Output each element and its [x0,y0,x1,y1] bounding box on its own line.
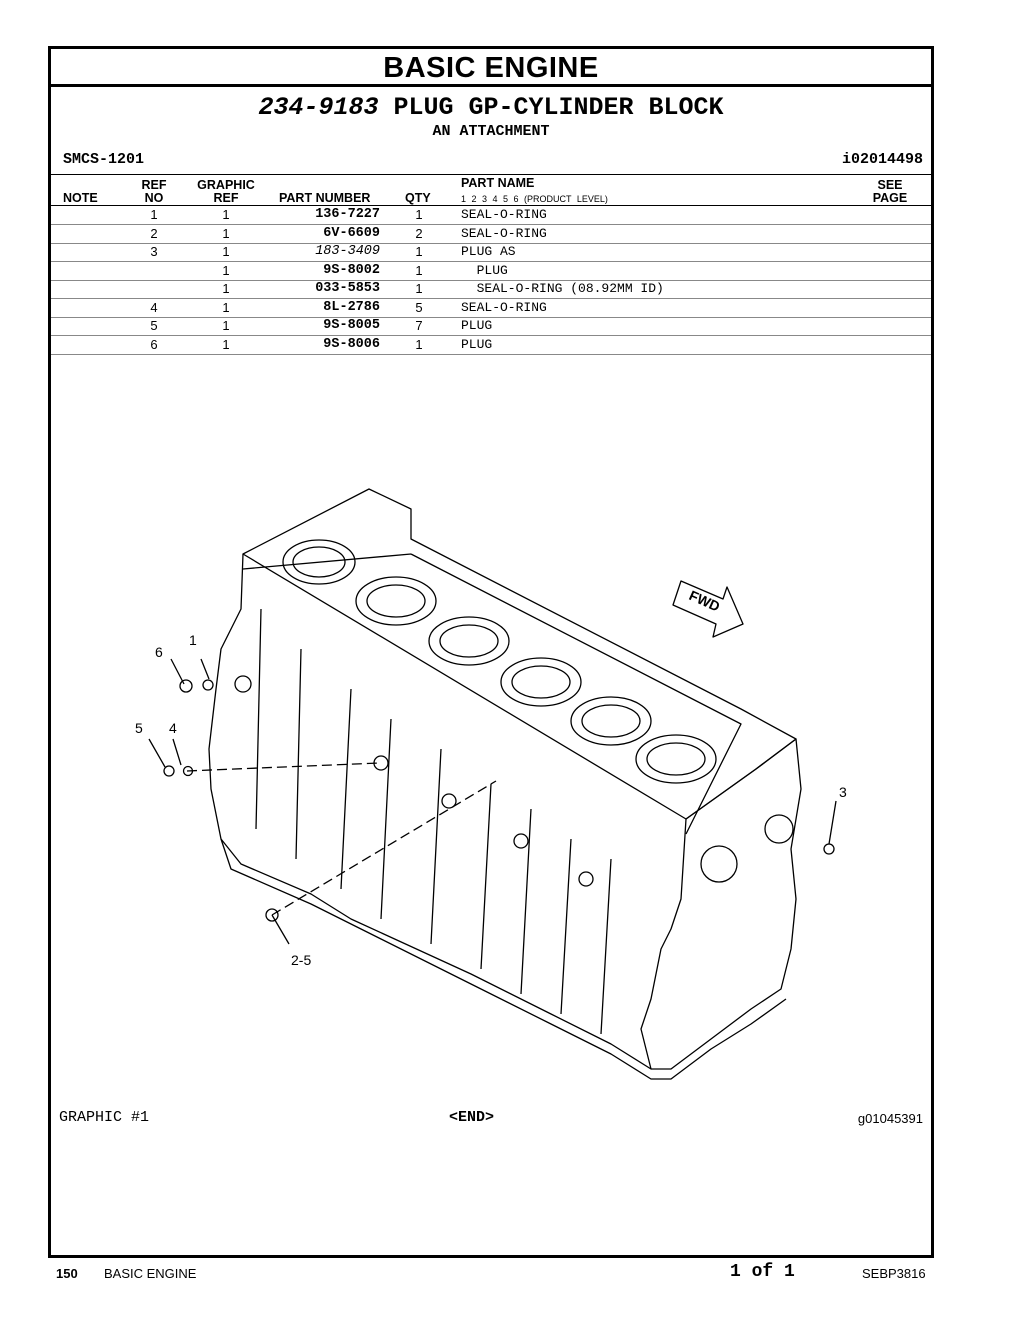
seal-part [203,680,213,690]
cylinder-bore-4 [501,658,581,706]
block-boss [235,676,251,692]
qty: 7 [415,318,423,333]
col-see-page-1: SEE [877,178,903,192]
part-name: SEAL-O-RING (08.92MM ID) [461,281,664,296]
graphic-label: GRAPHIC #1 [59,1109,150,1126]
group-subtitle: AN ATTACHMENT [432,123,550,140]
part-number: 136-7227 [315,207,380,222]
qty: 1 [415,337,423,352]
cylinder-bore-5 [571,697,651,745]
col-graphic-ref-2: REF [213,191,239,205]
callout-1: 1 [189,632,197,648]
group-name: PLUG GP-CYLINDER BLOCK [393,93,724,122]
col-ref-no-2: NO [144,191,164,205]
qty: 1 [415,244,423,259]
cylinder-bore-2 [356,577,436,625]
ref-no: 3 [150,244,158,259]
illustration-id: i02014498 [841,151,923,168]
engine-block-illustration [51,49,931,1255]
end-label: <END> [449,1109,495,1126]
callout-2-5: 2-5 [291,952,312,968]
callout-leader-low [272,915,289,944]
fwd-label: FWD [686,586,723,615]
block-end-face [651,739,801,1069]
part-name: SEAL-O-RING [461,300,547,315]
dashed-line-mid [187,763,379,771]
cylinder-bore-5-inner [582,705,640,737]
callout-leader-mid [149,739,181,767]
cylinder-bore-6-inner [647,743,705,775]
cylinder-bore-2-inner [367,585,425,617]
block-deck-edge [243,554,741,834]
part-name: PLUG [461,318,493,333]
part-name: PLUG AS [461,244,516,259]
graphic-ref: 1 [222,263,230,278]
block-ribs [256,609,611,1034]
qty: 5 [415,300,423,315]
block-front-face [209,554,686,1069]
graphic-ref: 1 [222,281,230,296]
graphic-ref: 1 [222,318,230,333]
qty: 1 [415,263,423,278]
plug-part [824,844,834,854]
qty: 1 [415,281,423,296]
page-frame [48,46,934,1258]
ref-no: 1 [150,207,158,222]
callout-5: 5 [135,720,143,736]
col-note: NOTE [63,191,98,205]
graphic-ref: 1 [222,300,230,315]
part-name: SEAL-O-RING [461,207,547,222]
part-number: 6V-6609 [323,226,380,241]
qty: 1 [415,207,423,222]
callout-leader-right [829,801,836,844]
footer-doc-number: SEBP3816 [862,1266,926,1281]
graphic-ref: 1 [222,244,230,259]
part-number: 183-3409 [315,244,380,259]
graphic-number: g01045391 [857,1111,923,1126]
col-part-number: PART NUMBER [279,191,371,205]
part-number: 033-5853 [315,281,380,296]
cylinder-bore-4-inner [512,666,570,698]
ref-no: 6 [150,337,158,352]
plug-part [180,680,192,692]
col-ref-no-1: REF [141,178,167,192]
part-number: 9S-8006 [323,337,380,352]
block-boss [514,834,528,848]
graphic-ref: 1 [222,337,230,352]
block-boss [579,872,593,886]
part-number: 9S-8005 [323,318,380,333]
footer-section: BASIC ENGINE [104,1266,197,1281]
part-name: SEAL-O-RING [461,226,547,241]
col-qty: QTY [405,191,431,205]
plug-part [164,766,174,776]
part-name: PLUG [461,337,493,352]
part-number: 9S-8002 [323,263,380,278]
footer-page-of: 1 of 1 [730,1262,795,1282]
smcs-code: SMCS-1201 [63,151,145,168]
graphic-ref: 1 [222,226,230,241]
block-end-bore [701,846,737,882]
ref-no: 4 [150,300,158,315]
col-product-level: 1 2 3 4 5 6 (PRODUCT LEVEL) [461,194,608,204]
cylinder-bore-3 [429,617,509,665]
cylinder-bore-6 [636,735,716,783]
callout-4: 4 [169,720,177,736]
section-title: BASIC ENGINE [383,52,599,84]
group-number: 234-9183 [258,93,379,122]
part-number: 8L-2786 [323,300,380,315]
cylinder-bore-3-inner [440,625,498,657]
callout-leader-top [171,659,209,684]
ref-no: 2 [150,226,158,241]
col-see-page-2: PAGE [872,191,908,205]
block-end-bore [765,815,793,843]
block-deck [243,489,796,819]
graphic-ref: 1 [222,207,230,222]
footer-page-number: 150 [56,1266,78,1281]
col-graphic-ref-1: GRAPHIC [197,178,255,192]
col-part-name: PART NAME [461,176,535,190]
ref-no: 5 [150,318,158,333]
qty: 2 [415,226,423,241]
part-name: PLUG [461,263,508,278]
callout-6: 6 [155,644,163,660]
callout-3: 3 [839,784,847,800]
